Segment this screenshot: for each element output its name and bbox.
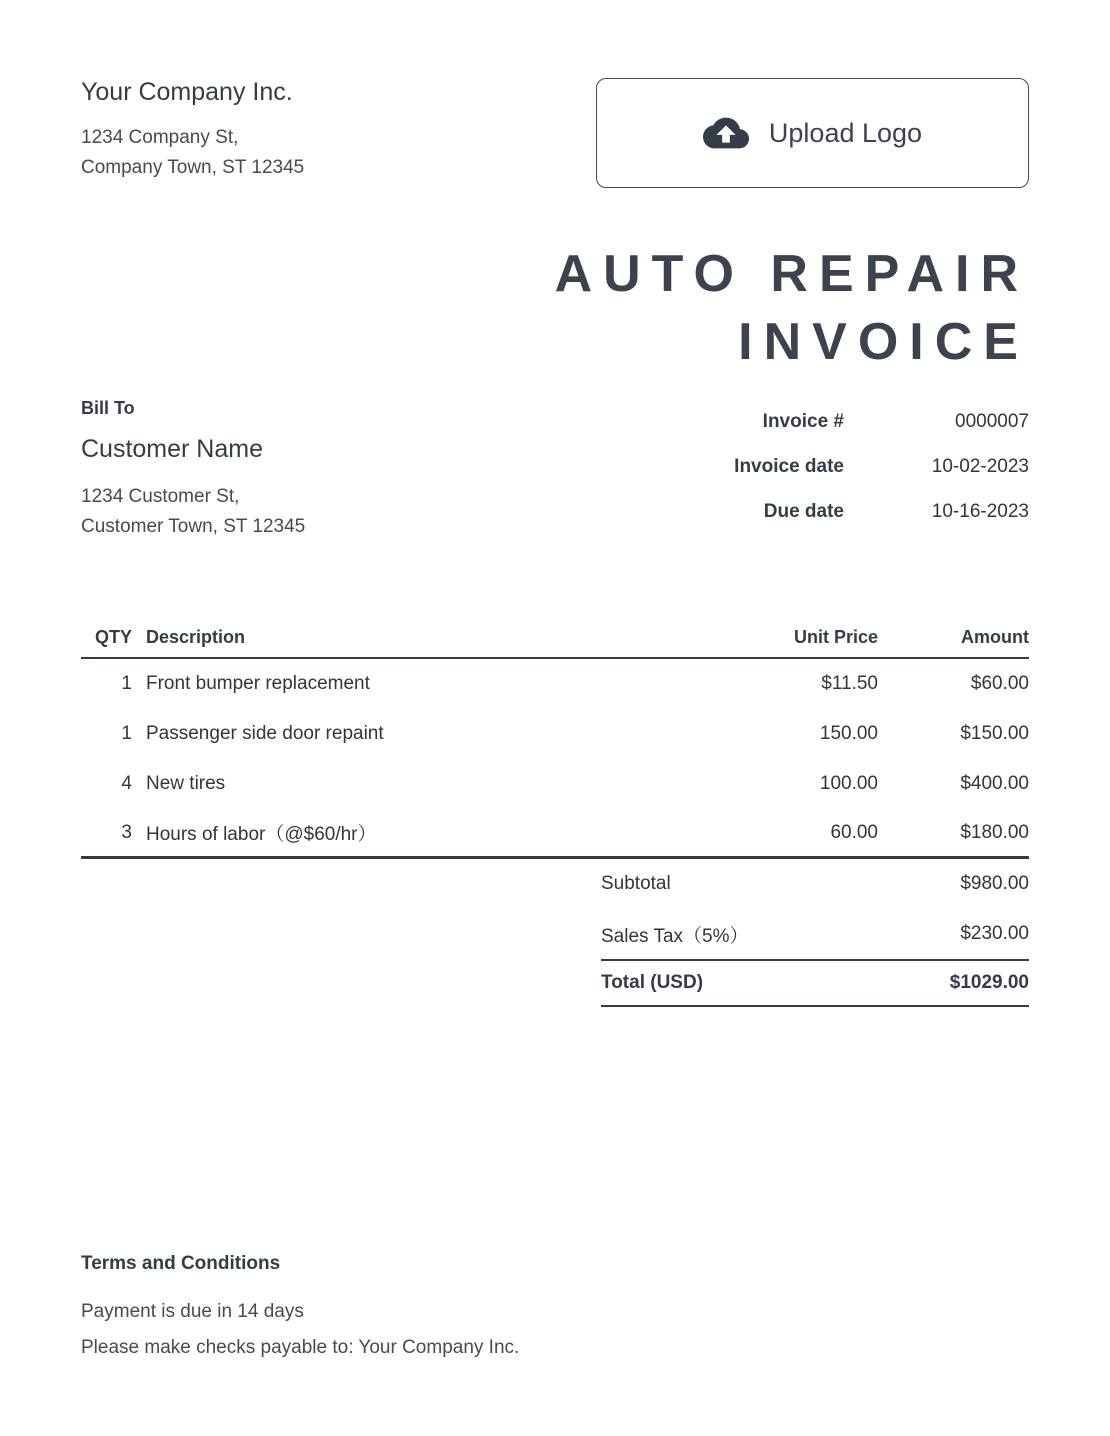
- sales-tax-label: Sales Tax（5%）: [601, 925, 749, 947]
- due-date-value: 10-16-2023: [931, 501, 1029, 522]
- invoice-number-label: Invoice #: [762, 411, 844, 432]
- document-title: [81, 240, 1029, 376]
- upload-logo-label: Upload Logo: [768, 117, 923, 148]
- company-address-line1: 1234 Company St,: [81, 127, 239, 148]
- invoice-meta-block: [734, 398, 1029, 546]
- customer-address-line1: 1234 Customer St,: [81, 486, 240, 507]
- item-description: Front bumper replacement: [146, 673, 370, 694]
- due-date-row: [734, 501, 1029, 546]
- total-label: Total (USD): [601, 972, 704, 993]
- item-qty: 1: [121, 723, 132, 744]
- item-description: Passenger side door repaint: [146, 723, 384, 744]
- item-unit-price: 150.00: [819, 723, 878, 744]
- invoice-date-value: 10-02-2023: [931, 456, 1029, 477]
- item-amount: $400.00: [960, 773, 1029, 794]
- document-title-line2: INVOICE: [738, 313, 1029, 371]
- invoice-date-label: Invoice date: [734, 456, 844, 477]
- item-qty: 3: [121, 821, 132, 843]
- item-amount: $150.00: [960, 723, 1029, 744]
- customer-address-line2: Customer Town, ST 12345: [81, 516, 306, 537]
- subtotal-value: $980.00: [960, 873, 1029, 894]
- totals-block: [601, 859, 1029, 1007]
- company-block: [81, 78, 304, 183]
- table-row: [81, 809, 1029, 859]
- item-amount: $60.00: [970, 673, 1029, 694]
- due-date-label: Due date: [763, 501, 844, 522]
- header-row: [81, 78, 1029, 188]
- item-qty: 1: [121, 673, 132, 694]
- terms-heading: Terms and Conditions: [81, 1253, 281, 1274]
- item-description: New tires: [146, 773, 226, 794]
- table-row: [81, 709, 1029, 759]
- item-qty: 4: [121, 773, 132, 794]
- invoice-number-value: 0000007: [955, 411, 1029, 432]
- item-unit-price: 100.00: [819, 773, 878, 794]
- line-items-table: [81, 618, 1029, 859]
- billing-meta-row: [81, 398, 1029, 546]
- upload-logo-button[interactable]: [596, 78, 1029, 188]
- table-row: [81, 659, 1029, 709]
- item-amount: $180.00: [960, 821, 1029, 843]
- terms-line2: Please make checks payable to: Your Company Inc.: [81, 1337, 520, 1358]
- subtotal-row: [601, 859, 1029, 909]
- subtotal-label: Subtotal: [601, 873, 671, 894]
- item-description: Hours of labor（@$60/hr）: [146, 824, 377, 845]
- terms-line1: Payment is due in 14 days: [81, 1301, 304, 1322]
- amount-column-header: Amount: [961, 627, 1029, 647]
- customer-name: Customer Name: [81, 435, 263, 463]
- bill-to-block: [81, 398, 305, 546]
- table-header-row: [81, 618, 1029, 659]
- company-name: Your Company Inc.: [81, 78, 293, 106]
- table-row: [81, 759, 1029, 809]
- description-column-header: Description: [146, 627, 246, 647]
- sales-tax-value: $230.00: [960, 923, 1029, 944]
- terms-block: [81, 1253, 1029, 1366]
- item-unit-price: 60.00: [830, 821, 878, 843]
- document-title-line1: AUTO REPAIR: [554, 245, 1029, 303]
- total-row: [601, 959, 1029, 1007]
- sales-tax-row: [601, 909, 1029, 959]
- unit-price-column-header: Unit Price: [793, 627, 878, 647]
- qty-column-header: QTY: [94, 627, 132, 647]
- bill-to-label: Bill To: [81, 398, 135, 418]
- company-address-line2: Company Town, ST 12345: [81, 157, 305, 178]
- total-value: $1029.00: [949, 972, 1029, 993]
- item-unit-price: $11.50: [821, 673, 878, 694]
- invoice-date-row: [734, 456, 1029, 501]
- invoice-number-row: [734, 411, 1029, 456]
- cloud-upload-icon: [703, 113, 749, 153]
